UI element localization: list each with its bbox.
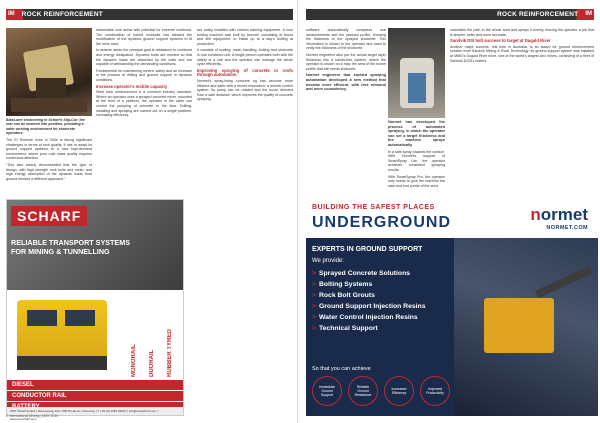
- column-1: [306, 28, 386, 193]
- logo-rest: ormet: [540, 205, 588, 224]
- label-duorail: DUORAIL: [149, 349, 155, 377]
- advert-provide: We provide:: [312, 258, 344, 264]
- label-monorail: MONORAIL: [131, 344, 137, 377]
- paragraph: software automatically compares real measurements and the planned profile, showing the thickness of the sprayed shotcrete. This information is shown to the operator and used to verify the thickness of the shotcrete.: [306, 28, 386, 51]
- photo-caption: Blast-arm shotcreting in Scharf's Slip-Car: the rear can be lowered into position, providing a safer working environment for shotcrete operators: [6, 118, 85, 136]
- system-types: [125, 295, 179, 377]
- mine-train-image: [17, 300, 107, 370]
- service-label: Bolting Systems: [318, 281, 373, 288]
- normet-website[interactable]: NORMET.COM: [546, 225, 588, 231]
- column-2: [96, 28, 192, 196]
- benefit-pills: [312, 376, 450, 406]
- benefit-pill: Immediate Ground Support: [312, 376, 342, 406]
- subheading-mobile: Increase operator's mobile capacity: [96, 83, 168, 89]
- paragraph: reasonable rock areas with potential for extreme rockburst. The combination of hybrid rockbolts has allowed the modification of the dynamic ground support systems to fit the mine area.: [96, 28, 192, 46]
- right-page: [302, 0, 600, 423]
- scharf-logo: SCHARF: [11, 206, 87, 226]
- right-header: [306, 9, 594, 20]
- service-item: [312, 270, 425, 277]
- column-3: [450, 28, 594, 198]
- paragraph: Fundamental for maintaining miners' safety and an increase in the process of drilling and ground support in dynamic conditions.: [96, 68, 192, 82]
- paragraph: calculates the path to the whole area and sprays it evenly, leaving the operator a job that is simpler, safer and more accurate.: [450, 28, 594, 37]
- band-diesel: DIESEL: [7, 380, 183, 390]
- slogan-line: FOR MINING & TUNNELLING: [11, 247, 110, 256]
- paragraph: Normet engineers that studied spraying automation developed a new method that became more efficient, with less rebound and more consistency.: [306, 73, 386, 92]
- service-item: [312, 292, 425, 299]
- paragraph: “This also clearly demonstrated that the type of design, with high strength rock bolts and mesh, and high energy absorption of the dynamic loads from ground needed a different approach.”: [6, 162, 92, 181]
- service-label: Rock Bolt Grouts: [318, 292, 375, 299]
- advert-tagline: BUILDING THE SAFEST PLACES: [312, 204, 435, 211]
- service-label: Sprayed Concrete Solutions: [318, 270, 411, 277]
- normet-logo: [530, 205, 588, 225]
- left-header: [6, 9, 293, 20]
- arrow-icon: >: [312, 292, 316, 299]
- rig-photo: [454, 238, 598, 416]
- paragraph: The El Teniente mine in Chile is facing significant challenges in terms of rock quality. It has to adapt its ground support systems to a new high-demand environment, where poor rock mass quality requires continuous attention.: [6, 138, 92, 161]
- im-logo: IM: [6, 9, 17, 20]
- blast-arm-photo: [6, 28, 92, 116]
- paragraph: In a safe spray towards the surface. With Normet's support of SmartSpray Lite, the operator achieves consistent spraying results.: [388, 149, 445, 172]
- service-item: [312, 303, 425, 310]
- arrow-icon: >: [312, 303, 316, 310]
- subheading-improving: Improving spraying of concrete in roofs through automation: [197, 67, 293, 78]
- advert-footer: SMT Scharf GmbH | Römereweg 104 | 59075 Hamm | Germany | T +49 (0) 2381 96010 | info@smtscharf.com | www.smtscharf.com: [7, 407, 183, 415]
- column-2: [388, 120, 445, 195]
- service-item: [312, 281, 425, 288]
- arrow-icon: >: [312, 314, 316, 321]
- service-label: Ground Support Injection Resins: [318, 303, 426, 310]
- photo-caption: Normet has developed the process of automated spraying, in which the operator can set a target thickness and the machine sprays automatically: [388, 120, 445, 147]
- service-label: Water Control Injection Resins: [318, 314, 418, 321]
- scharf-advert[interactable]: [6, 199, 184, 421]
- service-label: Technical Support: [318, 325, 378, 332]
- im-logo: IM: [583, 9, 594, 20]
- page-folio: 2 International Mining | MAY 2019: [6, 414, 59, 418]
- paragraph: Normet's spray-lining concrete rig has become more efficient and safer with a recent innovation: a remote control system. Its pump can be rotated and the boom directed from a safe distance, which improves the quality of concrete spraying.: [197, 78, 293, 102]
- service-item: [312, 325, 425, 332]
- advert-headline: UNDERGROUND: [312, 214, 451, 231]
- spraying-photo: [388, 28, 445, 118]
- paragraph: It consists of scaling, mesh handling, bolting and shotcrete in one combined unit. A single person operates both with the safety of a cab and the operator can manage the whole cycle efficiently.: [197, 48, 293, 67]
- section-title: ROCK REINFORCEMENT: [497, 11, 579, 18]
- paragraph: Steel tube reinforcement is a common industry standard. Where an operator uses a sprayed concrete mixer, mounted at the front of a platform, the operator in the cabin can control the pumping of concrete to the face. Drilling, installing and spraying are carried out on a single platform, increasing efficiency.: [96, 90, 192, 118]
- advert-achieve: So that you can achieve: [312, 366, 371, 372]
- paragraph: are easily installed with custom training equipment. A rock bolting machine was built by Normet, consisting of boom and drill equipment, to install up to a day's bolting at production.: [197, 28, 293, 46]
- logo-initial: n: [530, 205, 541, 224]
- advert-slogan: [11, 238, 130, 256]
- left-page: [0, 0, 298, 423]
- service-item: [312, 314, 425, 321]
- normet-advert[interactable]: [306, 200, 598, 416]
- paragraph: Another major success, this time in Australia, is an award for ground reinforcement solution from Sandvik Mining & Rock Technology: its ground support system was installed at MMG's Dugald River mine, one of the world's largest zinc mines, consisting of a fleet of Sandvik DS311 bolters.: [450, 44, 594, 63]
- benefit-pill: Increased Efficiency: [384, 376, 414, 406]
- column-1: [6, 138, 92, 196]
- slogan-line: RELIABLE TRANSPORT SYSTEMS: [11, 238, 131, 247]
- arrow-icon: >: [312, 325, 316, 332]
- label-rubber-tyred: RUBBER TYRED: [167, 329, 173, 377]
- paragraph: With SmartSpray Pro, the operator only needs to give the machine the start and end points of the area.: [388, 174, 445, 188]
- section-title: ROCK REINFORCEMENT: [21, 11, 103, 18]
- benefit-pill: Reliable Ground Resistance: [348, 376, 378, 406]
- advert-expert: EXPERTS IN GROUND SUPPORT: [312, 246, 423, 253]
- benefit-pill: Improved Productivity: [420, 376, 450, 406]
- arrow-icon: >: [312, 281, 316, 288]
- subheading-sandvik: Sandvik DSI bolt success to target at Dugald River: [450, 38, 551, 44]
- paragraph: In seismic areas the principal goal is resistance to rockburst and energy dissipation. Dynamic bolts are needed so that the dynamic loads are absorbed by the bolts and are capable of withstanding the demanding conditions.: [96, 48, 192, 67]
- paragraph: Normet engineers also put the actual target layer thickness into a hands-free system, where the operator is shown on a map the area of the tunnel profile that still needs shotcrete.: [306, 52, 386, 71]
- column-3: [197, 28, 293, 196]
- arrow-icon: >: [312, 270, 316, 277]
- band-conductor-rail: CONDUCTOR RAIL: [7, 391, 183, 401]
- advert-main: [306, 238, 598, 416]
- services-list: [312, 270, 425, 336]
